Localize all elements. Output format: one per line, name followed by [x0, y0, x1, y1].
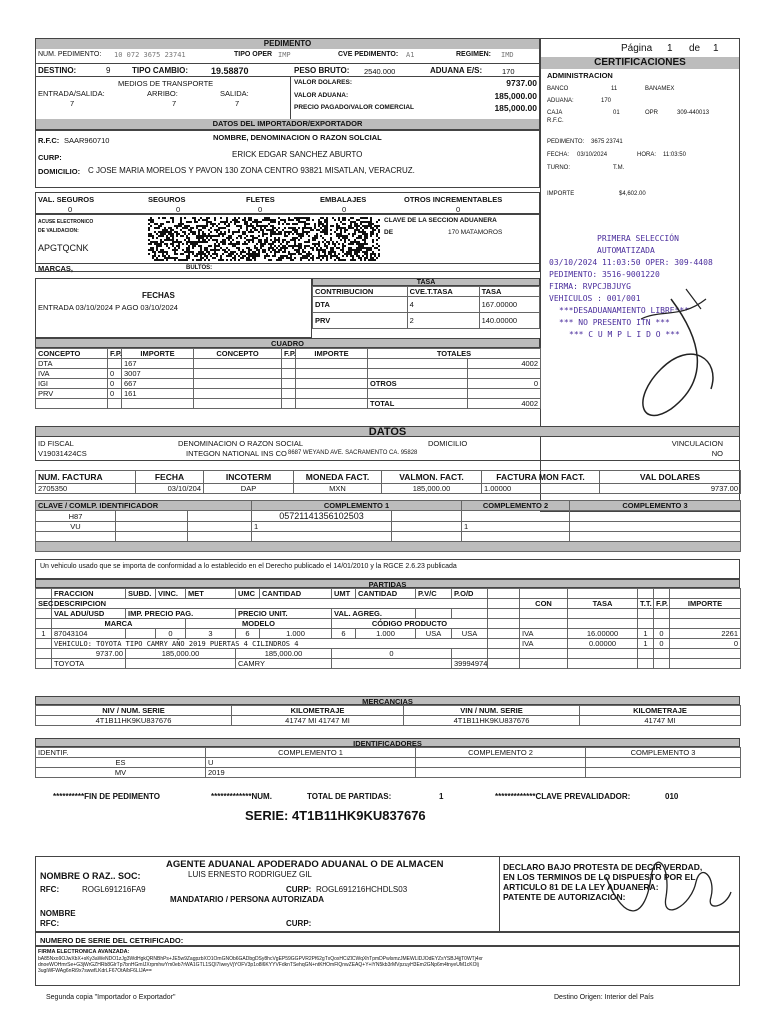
firma-text — [38, 956, 738, 974]
agente-nombre-value: LUIS ERNESTO RODRIGUEZ GIL — [188, 870, 312, 879]
agente-curp-label: CURP: — [286, 885, 312, 894]
fletes-label: FLETES — [246, 195, 275, 204]
partidas-val-adu: 9737.00 — [52, 649, 126, 659]
partidas-tax-cell: 16.00000 — [568, 629, 638, 639]
factura-cell: 185,000.00 — [382, 484, 482, 494]
partidas-cell: 6 — [236, 629, 260, 639]
fechas-text: ENTRADA 03/10/2024 P AGO 03/10/2024 — [38, 303, 178, 312]
mercancias-header: KILOMETRAJE — [580, 706, 741, 716]
partidas-h2: DESCRIPCION — [52, 599, 488, 609]
partidas-descripcion: VEHICULO: TOYOTA TIPO CAMRY AÑO 2019 PUERTAS 4 CILINDROS 4 — [52, 639, 488, 649]
rfc-imp-value: SAAR960710 — [64, 136, 110, 145]
partidas-h3: IMP. PRECIO PAG. — [126, 609, 236, 619]
partidas-h1: P.V/C — [416, 589, 452, 599]
cve-pedimento-label: CVE PEDIMENTO: — [338, 51, 399, 58]
stamp-line: ***DESADUANAMIENTO LIBRE*** — [559, 306, 690, 315]
partidas-h1: SUBD. — [126, 589, 156, 599]
domicilio-prov-label: DOMICILIO — [428, 439, 468, 448]
cuadro-cell: 161 — [122, 389, 194, 399]
cuadro-header: CONCEPTO — [36, 349, 108, 359]
num-serie-section — [35, 932, 740, 946]
cuadro-section — [35, 338, 540, 409]
partidas-val-agreg: 0 — [332, 649, 452, 659]
datos-section — [35, 426, 740, 461]
tipo-cambio-label: TIPO CAMBIO: — [132, 66, 188, 75]
fin-label: **********FIN DE PEDIMENTO — [53, 792, 160, 801]
partidas-imp-precio: 185,000.00 — [126, 649, 236, 659]
salida-label: SALIDA: — [220, 89, 249, 98]
tasa-cell: 167.00000 — [479, 297, 539, 313]
factura-cell: 1.00000 — [482, 484, 600, 494]
firma-line: 3ugiWFWAg6nRi9x7swwfLKdrLF67OtA/bF6LIJA== — [38, 968, 152, 974]
entrada-salida-label: ENTRADA/SALIDA: — [38, 89, 105, 98]
agente-rfc-value: ROGL691216FA9 — [82, 885, 146, 894]
de-seccion-label: DE — [384, 229, 394, 236]
arribo-label: ARRIBO: — [147, 89, 178, 98]
clave-header: COMPLEMENTO 1 — [252, 501, 462, 511]
regimen-label: REGIMEN: — [456, 51, 491, 58]
valor-dolares-label: VALOR DOLARES: — [294, 79, 353, 86]
partidas-h4: MARCA — [52, 619, 186, 629]
identificadores-header: COMPLEMENTO 2 — [416, 748, 586, 758]
nota-section — [35, 559, 740, 579]
mercancias-cell: 4T1B11HK9KU837676 — [36, 716, 232, 726]
regimen-value: IMD — [501, 51, 514, 59]
partidas-tax-cell: 0 — [670, 639, 741, 649]
bultos-label: BULTOS: — [186, 265, 213, 271]
partidas-title: PARTIDAS — [35, 579, 740, 588]
rfc-imp-label: R.F.C: — [38, 136, 60, 145]
administracion-label: ADMINISTRACION — [547, 71, 613, 80]
seguros-label: SEGUROS — [148, 195, 186, 204]
partidas-section — [35, 579, 740, 669]
de-label: de — [689, 43, 701, 54]
precio-pagado-value: 185,000.00 — [494, 103, 537, 113]
stamp-line: 03/10/2024 11:03:50 OPER: 309-4408 — [549, 258, 713, 267]
footer-right: Destino Origen: Interior del País — [554, 994, 654, 1001]
id-fiscal-label: ID FISCAL — [38, 439, 74, 448]
id-fiscal-value: V19031424CS — [38, 449, 87, 458]
factura-header: VAL DOLARES — [600, 471, 741, 484]
partidas-cell: 1.000 — [260, 629, 332, 639]
tipo-oper-value: IMP — [278, 51, 291, 59]
pedimento-header-section — [35, 38, 540, 130]
nombre-imp-value: ERICK EDGAR SANCHEZ ABURTO — [232, 150, 363, 159]
cuadro-header: F.P. — [282, 349, 296, 359]
factura-header: INCOTERM — [204, 471, 294, 484]
stamp-line: FIRMA: RVPCJBJUYG — [549, 282, 631, 291]
val-seguros-value: 0 — [68, 205, 73, 214]
denominacion-value: INTEGON NATIONAL INS CO — [186, 449, 287, 458]
partidas-h1: CANTIDAD — [260, 589, 332, 599]
firma-section — [35, 946, 740, 986]
tasa-header: CONTRIBUCION — [313, 287, 408, 297]
importador-title: DATOS DEL IMPORTADOR/EXPORTADOR — [36, 119, 539, 129]
destino-value: 9 — [106, 66, 111, 75]
turno-value: T.M. — [613, 165, 625, 171]
total-partidas-label: TOTAL DE PARTIDAS: — [307, 792, 392, 801]
rfc-cert-label: R.F.C. — [547, 118, 564, 124]
fecha-cert-label: FECHA: — [547, 152, 570, 158]
stamp-line: *** NO PRESENTO ITN *** — [559, 318, 670, 327]
partidas-precio-unit: 185,000.00 — [236, 649, 332, 659]
cuadro-header: F.P. — [108, 349, 122, 359]
importador-section — [35, 130, 540, 188]
hora-label: HORA: — [637, 152, 657, 158]
peso-bruto-value: 2540.000 — [364, 67, 396, 76]
valores-section — [35, 192, 540, 214]
cve-pedimento-value: A1 — [406, 51, 415, 59]
clave-header: COMPLEMENTO 3 — [570, 501, 741, 511]
medios-transporte-label: MEDIOS DE TRANSPORTE — [118, 79, 214, 88]
vinculacion-value: NO — [711, 449, 723, 458]
opr-label: OPR — [645, 110, 659, 116]
validacion-label: DE VALIDACION: — [38, 228, 79, 234]
mercancias-cell: 4T1B11HK9KU837676 — [404, 716, 580, 726]
partidas-h1: MET — [186, 589, 236, 599]
pedimento-cert-label: PEDIMENTO: — [547, 139, 585, 145]
marcas-label: MARCAS, — [38, 264, 73, 273]
curp-imp-label: CURP: — [38, 153, 62, 162]
mercancias-section — [35, 696, 740, 726]
cuadro-total-label: TOTAL — [368, 399, 468, 409]
cuadro-cell: 3007 — [122, 369, 194, 379]
identificadores-header: COMPLEMENTO 1 — [206, 748, 416, 758]
stamp-line: VEHICULOS : 001/001 — [549, 294, 641, 303]
partidas-codigo: 39994974 — [452, 659, 488, 669]
partidas-tax-header: F.P. — [654, 599, 670, 609]
footer-left: Segunda copia "Importador o Exportador" — [46, 994, 176, 1001]
identificadores-header: COMPLEMENTO 3 — [586, 748, 741, 758]
val-seguros-label: VAL. SEGUROS — [38, 195, 95, 204]
cuadro-cell: 0 — [108, 379, 122, 389]
datos-title: DATOS — [35, 426, 740, 437]
entrada-value: 7 — [70, 99, 75, 108]
partidas-tax-cell: IVA — [520, 629, 568, 639]
stamp-line: *** C U M P L I D O *** — [569, 330, 680, 339]
cuadro-cell: DTA — [36, 359, 108, 369]
tasa-cell: 2 — [407, 313, 479, 329]
denominacion-label: DENOMINACION O RAZON SOCIAL — [178, 439, 304, 448]
certificaciones-title: CERTIFICACIONES — [541, 57, 739, 69]
stamp-line: PRIMERA SELECCIÓN AUTOMATIZADA — [597, 234, 679, 255]
identificadores-cell: 2019 — [206, 768, 416, 778]
banco-label: BANCO — [547, 86, 569, 92]
partidas-h1: VINC. — [156, 589, 186, 599]
partidas-marca: TOYOTA — [52, 659, 126, 669]
partidas-tax-cell: 0.00000 — [568, 639, 638, 649]
pagina-total: 1 — [713, 43, 719, 54]
identificadores-cell: MV — [36, 768, 206, 778]
tasa-cell: DTA — [313, 297, 408, 313]
clave-cell: VU — [36, 522, 116, 532]
agente-curp-value: ROGL691216HCHDLS03 — [316, 885, 408, 894]
partidas-h3: VAL. AGREG. — [332, 609, 416, 619]
partidas-h2: SEC — [36, 599, 52, 609]
factura-header: FACTURA MON FACT. — [482, 471, 600, 484]
partidas-cell: 1 — [36, 629, 52, 639]
declaro-line: DECLARO BAJO PROTESTA DE DECIR VERDAD, — [503, 862, 703, 872]
stamp-line: PEDIMENTO: 3516-9001220 — [549, 270, 660, 279]
opr-value: 309-440013 — [677, 110, 710, 116]
barcode-image — [148, 217, 380, 261]
acuse-label: ACUSE ELECTRONICO — [38, 219, 94, 225]
partidas-cell: 6 — [332, 629, 356, 639]
otros-incrementables-value: 0 — [456, 205, 461, 214]
clave-cell: 1 — [462, 522, 570, 532]
cuadro-header: TOTALES — [368, 349, 541, 359]
acuse-value: APGTQCNK — [38, 243, 89, 253]
factura-header: NUM. FACTURA — [36, 471, 136, 484]
aduana-label: ADUANA E/S: — [430, 66, 483, 75]
salida-value: 7 — [235, 99, 240, 108]
clave-cell — [462, 511, 570, 522]
firma-line: bA85Nxo9OJwXbX+sKy3aWeNDO1zJg3WdHgkQRNBhPs+JE5w9ZagpzbXO1OmGNOb6GADbgDSy8hcVgEP59GGPVR2Pf62gTxQoxHCiZlCWqXhTpmDPwlsmzJMEWLlDJOdEYZsYSBJ4jjT0WTj4xr — [38, 956, 483, 962]
seguros-value: 0 — [176, 205, 181, 214]
pedimento-cert-value: 3675 23741 — [591, 139, 623, 145]
embalajes-label: EMBALAJES — [320, 195, 367, 204]
cuadro-header: IMPORTE — [296, 349, 368, 359]
factura-cell: 9737.00 — [600, 484, 741, 494]
fletes-value: 0 — [258, 205, 263, 214]
identificadores-header: IDENTIF. — [36, 748, 206, 758]
tasa-cell: PRV — [313, 313, 408, 329]
partidas-h1: CANTIDAD — [356, 589, 416, 599]
partidas-h3: PRECIO UNIT. — [236, 609, 332, 619]
turno-label: TURNO: — [547, 165, 570, 171]
cuadro-cell: 0 — [108, 389, 122, 399]
factura-cell: 03/10/204 — [136, 484, 204, 494]
declaro-line: PATENTE DE AUTORIZACION: — [503, 892, 626, 902]
agente-signature — [596, 837, 736, 927]
partidas-tax-cell: 1 — [638, 629, 654, 639]
domicilio-imp-label: DOMICILIO: — [38, 167, 81, 176]
valor-aduana-label: VALOR ADUANA: — [294, 92, 349, 99]
caja-value: 01 — [613, 110, 620, 116]
cuadro-cell: 667 — [122, 379, 194, 389]
cuadro-cell: IGI — [36, 379, 108, 389]
serie-value: SERIE: 4T1B11HK9KU837676 — [245, 808, 426, 823]
banco-name: BANAMEX — [645, 86, 675, 92]
num-pedimento-value: 10 072 3675 23741 — [114, 51, 186, 59]
partidas-modelo: CAMRY — [236, 659, 332, 669]
partidas-cell: 3 — [186, 629, 236, 639]
partidas-tax-cell: 0 — [654, 629, 670, 639]
firma-line: dnoeWOHmrSe+G3jWrGZHRb8GlrTp7bnHGmIJXrpmhwYm0eb7rWA1GTL1SQl7IweyVjYOFV3p1o8l6KYYVFdknTSehqGN+ntKHOmFlQnwZEAQ+Y+iYN5kb3rMVpzuyH3Em2GNp6m4tnyeUM1cKOlj — [38, 962, 479, 968]
vinculacion-label: VINCULACION — [671, 439, 723, 448]
clave-identificador-table — [35, 500, 741, 552]
cuadro-cell: PRV — [36, 389, 108, 399]
cuadro-header: IMPORTE — [122, 349, 194, 359]
banco-num: 11 — [611, 86, 618, 92]
hora-value: 11:03:50 — [663, 152, 686, 158]
num-serie-label: NUMERO DE SERIE DEL CETRIFICADO: — [40, 936, 184, 945]
tasa-header: TASA — [479, 287, 539, 297]
factura-table — [35, 470, 741, 494]
pagina-value: 1 — [667, 43, 673, 54]
tipo-cambio-value: 19.58870 — [211, 66, 249, 76]
clave-cell: H87 — [36, 511, 116, 522]
caja-label: CAJA — [547, 110, 563, 116]
clave-seccion-value: 170 MATAMOROS — [448, 229, 503, 236]
identificadores-cell: U — [206, 758, 416, 768]
arribo-value: 7 — [172, 99, 177, 108]
tasa-cell: 4 — [407, 297, 479, 313]
rfc2-label: RFC: — [40, 919, 60, 928]
mercancias-header: KILOMETRAJE — [232, 706, 404, 716]
identificadores-cell: ES — [36, 758, 206, 768]
fechas-title: FECHAS — [142, 291, 175, 300]
partidas-tax-header: IMPORTE — [670, 599, 741, 609]
partidas-h3: VAL ADU/USD — [52, 609, 126, 619]
partidas-tax-cell: 0 — [654, 639, 670, 649]
clave-prevalidador-label: *************CLAVE PREVALIDADOR: — [495, 792, 631, 801]
peso-bruto-label: PESO BRUTO: — [294, 66, 350, 75]
factura-cell: DAP — [204, 484, 294, 494]
cuadro-cell — [108, 359, 122, 369]
curp2-label: CURP: — [286, 919, 312, 928]
fechas-section — [35, 278, 312, 338]
cuadro-title: CUADRO — [35, 338, 540, 348]
cuadro-header: CONCEPTO — [194, 349, 282, 359]
factura-header: MONEDA FACT. — [294, 471, 382, 484]
otros-incrementables-label: OTROS INCREMENTABLES — [404, 195, 503, 204]
declaro-line: EN LOS TERMINOS DE LO DISPUESTO POR EL — [503, 872, 696, 882]
agente-title: AGENTE ADUANAL APODERADO ADUANAL O DE ALMACEN — [166, 859, 444, 870]
embalajes-value: 0 — [342, 205, 347, 214]
clave-cell: 1 — [252, 522, 392, 532]
partidas-cell: USA — [416, 629, 452, 639]
partidas-h1: UMC — [236, 589, 260, 599]
identificadores-title: IDENTIFICADORES — [35, 738, 740, 747]
pedimento-title: PEDIMENTO — [36, 39, 539, 49]
partidas-tax-header: CON — [520, 599, 568, 609]
partidas-h1: UMT — [332, 589, 356, 599]
destino-label: DESTINO: — [38, 66, 77, 75]
partidas-tax-cell: 1 — [638, 639, 654, 649]
tasa-cell: 140.00000 — [479, 313, 539, 329]
cuadro-cell: 167 — [122, 359, 194, 369]
mercancias-cell: 41747 MI — [580, 716, 741, 726]
partidas-tax-cell: IVA — [520, 639, 568, 649]
valor-aduana-value: 185,000.00 — [494, 91, 537, 101]
cuadro-cell: 0 — [108, 369, 122, 379]
tasa-section — [312, 278, 540, 338]
domicilio-prov-value: 8687 WEYAND AVE. SACRAMENTO CA. 95828 — [288, 450, 418, 456]
partidas-tax-header: T.T. — [638, 599, 654, 609]
importe-cert-label: IMPORTE — [547, 191, 575, 197]
partidas-tax-cell: 2261 — [670, 629, 741, 639]
factura-cell: 2705350 — [36, 484, 136, 494]
firma-label: FIRMA ELECTRONICA AVANZADA: — [38, 949, 130, 955]
partidas-h4: MODELO — [186, 619, 332, 629]
identificadores-section — [35, 738, 740, 778]
mercancias-header: VIN / NUM. SERIE — [404, 706, 580, 716]
tasa-title: TASA — [312, 278, 540, 286]
partidas-cell: 87043104 — [52, 629, 126, 639]
importe-cert-value: $4,602.00 — [619, 191, 646, 197]
agente-nombre-label: NOMBRE O RAZ.. SOC: — [40, 871, 141, 881]
mercancias-header: NIV / NUM. SERIE — [36, 706, 232, 716]
partidas-h4: CÓDIGO PRODUCTO — [332, 619, 488, 629]
declaro-line: ARTICULO 81 DE LA LEY ADUANERA: — [503, 882, 659, 892]
cuadro-total-value: 4002 — [468, 399, 541, 409]
aduana-cert-label: ADUANA: — [547, 98, 574, 104]
nombre-imp-label: NOMBRE, DENOMINACION O RAZON SOLCIAL — [213, 133, 382, 142]
precio-pagado-label: PRECIO PAGADO/VALOR COMERCIAL — [294, 104, 415, 111]
mercancias-cell: 41747 MI 41747 MI — [232, 716, 404, 726]
clave-prevalidador-value: 010 — [665, 792, 679, 801]
acuse-section — [35, 214, 540, 272]
partidas-h1: FRACCION — [52, 589, 126, 599]
agente-rfc-label: RFC: — [40, 885, 60, 894]
nombre2-label: NOMBRE — [40, 909, 76, 918]
total-partidas-value: 1 — [439, 792, 444, 801]
agente-section — [35, 856, 740, 932]
aduana-cert-value: 170 — [601, 98, 612, 104]
factura-header: VALMON. FACT. — [382, 471, 482, 484]
num-pedimento-label: NUM. PEDIMENTO: — [38, 51, 102, 58]
tipo-oper-label: TIPO OPER — [234, 51, 273, 58]
signature-mark — [611, 279, 731, 449]
fecha-cert-value: 03/10/2024 — [577, 152, 608, 158]
num-label: *************NUM. — [211, 792, 272, 801]
partidas-cell: 0 — [156, 629, 186, 639]
partidas-tax-header: TASA — [568, 599, 638, 609]
factura-header: FECHA — [136, 471, 204, 484]
valor-dolares-value: 9737.00 — [506, 78, 537, 88]
partidas-cell: USA — [452, 629, 488, 639]
factura-cell: MXN — [294, 484, 382, 494]
cuadro-efectivo: 4002 — [468, 359, 541, 369]
mercancias-title: MERCANCIAS — [35, 696, 740, 705]
cuadro-otros-value: 0 — [468, 379, 541, 389]
aduana-value: 170 — [502, 67, 515, 76]
nota-text: Un vehiculo usado que se importa de conformidad a lo establecido en el Derecho publicado el 14/01/2010 y la RGCE 2.6.23 publicada — [40, 563, 457, 570]
domicilio-imp-value: C JOSE MARIA MORELOS Y PAVON 130 ZONA CENTRO 93821 MISATLAN, VERACRUZ. — [88, 166, 415, 175]
partidas-h1: P.O/D — [452, 589, 488, 599]
clave-cell: 05721141356102503 — [252, 511, 392, 522]
mandatario-label: MANDATARIO / PERSONA AUTORIZADA — [170, 895, 325, 904]
cuadro-otros-label: OTROS — [368, 379, 468, 389]
clave-header: COMPLEMENTO 2 — [462, 501, 570, 511]
partidas-cell: 1.000 — [356, 629, 416, 639]
pagina-label: Página — [621, 43, 653, 54]
clave-seccion-label: CLAVE DE LA SECCION ADUANERA — [384, 217, 497, 224]
clave-header: CLAVE / COMLP. IDENTIFICADOR — [36, 501, 252, 511]
cuadro-cell: IVA — [36, 369, 108, 379]
tasa-header: CVE.T.TASA — [407, 287, 479, 297]
